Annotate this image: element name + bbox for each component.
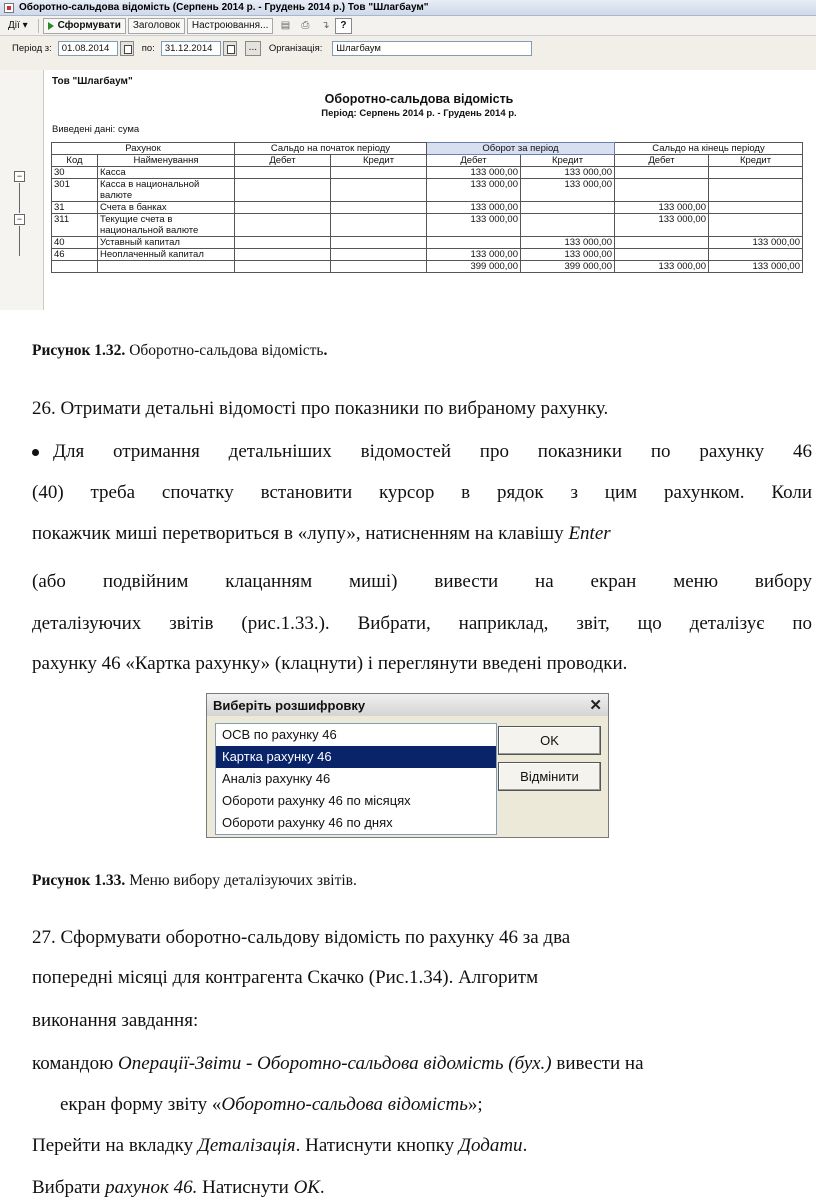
dialog-title: Виберіть розшифровку [213,697,366,713]
paragraph-26: 26. Отримати детальні відомості про показники по вибраному рахунку. [32,398,609,419]
text-span: Натиснути [197,1177,294,1198]
ok-button[interactable]: OK [498,726,601,755]
cell-code: 31 [52,202,98,214]
header-account: Рахунок [52,143,235,155]
header-open-balance: Сальдо на початок періоду [235,143,427,155]
cell-turn-credit: 133 000,00 [521,249,615,261]
cell-name: Уставный капитал [98,237,235,249]
cell-turn-debit: 133 000,00 [427,214,521,237]
text-span: командою [32,1053,119,1074]
cell-name: Счета в банках [98,202,235,214]
cell-empty [331,261,427,273]
cell-turn-debit [427,237,521,249]
command-line-4 [32,1172,812,1204]
drilldown-list [215,723,497,835]
cell-close-debit [615,249,709,261]
figure-caption-1 [32,342,327,360]
collapse-icon[interactable]: − [14,171,25,182]
toolbar [0,16,816,36]
cell-code: 30 [52,167,98,179]
cell-name: Неоплаченный капитал [98,249,235,261]
text-span: . Натиснути кнопку [295,1135,459,1156]
caption-dot: . [323,342,328,359]
cell-close-credit [709,214,803,237]
list-item[interactable]: Обороти рахунку 46 по днях [222,815,393,830]
cell-open-debit [235,202,331,214]
org-label: Організація: [268,42,323,54]
figure-caption-2 [32,872,357,890]
total-turn-credit: 399 000,00 [521,261,615,273]
header-close-balance: Сальдо на кінець періоду [615,143,803,155]
period-to-input[interactable]: 31.12.2014 [161,41,221,56]
table-header-row [52,143,803,155]
cell-close-debit [615,179,709,202]
list-item[interactable]: ОСВ по рахунку 46 [222,727,337,742]
text-span: покажчик миші перетвориться в «лупу», натисненням на клавішу [32,523,569,544]
table-total-row [52,261,803,273]
form-label: Сформувати [57,20,121,31]
cell-close-credit [709,179,803,202]
actions-label: Дії [8,20,20,31]
close-icon[interactable]: ✕ [589,697,602,714]
table-row[interactable] [52,202,803,214]
actions-menu[interactable] [4,18,32,34]
cell-turn-debit: 133 000,00 [427,167,521,179]
report-title: Оборотно-сальдова відомість [324,92,514,106]
osv-table [51,142,803,273]
text-span: »; [467,1094,483,1115]
cell-code: 46 [52,249,98,261]
cell-open-debit [235,214,331,237]
cell-empty [52,261,98,273]
cell-turn-credit: 133 000,00 [521,167,615,179]
org-input[interactable]: Шлагбаум [332,41,532,56]
report-area [43,70,816,310]
header-credit: Кредит [521,155,615,167]
paragraph-27-line-2: попередні місяці для контрагента Скачко (Рис.1.34). Алгоритм [32,967,539,988]
arrow-icon[interactable]: ↴ [321,20,330,31]
list-item[interactable]: Обороти рахунку 46 по місяцях [222,793,411,808]
period-bar [0,36,816,60]
menu-path: Операції-Звіти - Оборотно-сальдова відомість (бух.) [118,1053,552,1074]
table-row[interactable] [52,214,803,237]
window-title: Оборотно-сальдова відомість (Серпень 2014 р. - Грудень 2014 р.) Тов "Шлагбаум" [19,2,429,13]
list-item-selected[interactable]: Картка рахунку 46 [216,746,496,768]
cell-turn-debit: 133 000,00 [427,202,521,214]
group-line [19,226,20,256]
bullet-line-3 [32,518,812,550]
table-row[interactable] [52,237,803,249]
print-icon[interactable]: ⎙ [301,20,310,31]
period-to-label: по: [141,42,155,54]
total-close-debit: 133 000,00 [615,261,709,273]
total-turn-debit: 399 000,00 [427,261,521,273]
window-titlebar [0,0,816,16]
play-icon [48,22,54,30]
cell-name: Касса [98,167,235,179]
header-debit: Дебет [427,155,521,167]
form-button[interactable] [43,18,126,34]
table-subheader-row [52,155,803,167]
list-item[interactable]: Аналіз рахунку 46 [222,771,331,786]
cell-close-credit [709,249,803,261]
cell-turn-credit: 133 000,00 [521,237,615,249]
command-line-3 [32,1130,812,1162]
cell-open-credit [331,202,427,214]
toolbar-divider [38,19,39,33]
form-name: Оборотно-сальдова відомість [221,1094,468,1115]
cell-code: 40 [52,237,98,249]
key-name: Enter [568,523,611,544]
button-name: Додати [458,1135,523,1156]
text-span: екран форму звіту « [60,1094,222,1115]
cell-name: Текущие счета в национальной валюте [98,214,235,237]
text-span: . [319,1177,325,1198]
app-icon [4,3,14,13]
cell-name: Касса в национальной валюте [98,179,235,202]
cell-open-debit [235,249,331,261]
bullet-line-2: (40) треба спочатку встановити курсор в рядок з цим рахунком. Коли [32,482,812,503]
caption-number: Рисунок 1.32. [32,342,126,359]
cell-turn-credit [521,202,615,214]
header-button[interactable]: Заголовок [128,18,185,34]
caption-text: Оборотно-сальдова відомість [125,342,324,359]
cell-close-credit [709,202,803,214]
settings-button[interactable]: Настроювання... [187,18,274,34]
header-name: Найменування [98,155,235,167]
cell-code: 311 [52,214,98,237]
drilldown-dialog [206,693,609,838]
bullet-icon [32,449,39,456]
group-line [19,183,20,213]
dialog-titlebar [207,694,608,716]
calendar-icon[interactable] [120,41,134,56]
report-org: Тов "Шлагбаум" [52,76,133,87]
text-span: Перейти на вкладку [32,1135,198,1156]
cell-open-debit [235,179,331,202]
total-close-credit: 133 000,00 [709,261,803,273]
cell-empty [235,261,331,273]
text-span: вивести на [551,1053,644,1074]
cell-close-debit [615,167,709,179]
cell-turn-debit: 133 000,00 [427,179,521,202]
bullet-line-4: (або подвійним клацанням миші) вивести на екран меню вибору [32,571,812,592]
period-from-input[interactable]: 01.08.2014 [58,41,118,56]
period-from-label: Період з: [12,42,52,54]
collapse-icon[interactable]: − [14,214,25,225]
cell-turn-debit: 133 000,00 [427,249,521,261]
text-span: Вибрати [32,1177,106,1198]
caption-text: Меню вибору деталізуючих звітів. [125,872,357,889]
copy-icon[interactable]: ▤ [280,20,291,31]
header-code: Код [52,155,98,167]
cell-open-credit [331,179,427,202]
period-select-button[interactable]: ... [245,41,261,56]
caption-number: Рисунок 1.33. [32,872,126,889]
cell-open-credit [331,167,427,179]
bullet-line-6: рахунку 46 «Картка рахунку» (клацнути) і переглянути введені проводки. [32,653,628,674]
table-row[interactable] [52,179,803,202]
cell-turn-credit [521,214,615,237]
text-span: . [522,1135,528,1156]
help-button[interactable]: ? [335,18,351,34]
header-credit: Кредит [709,155,803,167]
cell-close-credit [709,167,803,179]
cell-code: 301 [52,179,98,202]
account-name: рахунок 46. [105,1177,198,1198]
chevron-down-icon: ▾ [22,20,28,31]
cell-empty [98,261,235,273]
paragraph-27-line-3: виконання завдання: [32,1010,199,1031]
cell-turn-credit: 133 000,00 [521,179,615,202]
grouping-gutter [0,70,43,310]
command-line-2 [60,1089,812,1121]
bullet-line-5: деталізуючих звітів (рис.1.33.). Вибрати, наприклад, звіт, що деталізує по [32,613,812,634]
cell-open-debit [235,237,331,249]
table-row[interactable] [52,167,803,179]
cell-close-debit [615,237,709,249]
cell-close-debit: 133 000,00 [615,202,709,214]
cell-open-credit [331,214,427,237]
report-data-label: Виведені дані: сума [52,124,140,135]
tab-name: Деталізація [197,1135,296,1156]
header-debit: Дебет [615,155,709,167]
table-row[interactable] [52,249,803,261]
bullet-line-1 [32,436,812,468]
paragraph-27-line-1: 27. Сформувати оборотно-сальдову відомість по рахунку 46 за два [32,927,571,948]
header-credit: Кредит [331,155,427,167]
cancel-button[interactable]: Відмінити [498,762,601,791]
calendar-icon[interactable] [223,41,237,56]
cell-close-credit: 133 000,00 [709,237,803,249]
report-period: Період: Серпень 2014 р. - Грудень 2014 р. [321,108,517,119]
header-turnover: Оборот за період [427,143,615,155]
button-name: ОК [293,1177,320,1198]
osv-window [0,0,816,310]
bullet-text: Для отримання детальніших відомостей про показники по рахунку 46 [53,441,812,462]
cell-open-debit [235,167,331,179]
cell-open-credit [331,237,427,249]
cell-open-credit [331,249,427,261]
command-line-1 [32,1048,812,1080]
cell-close-debit: 133 000,00 [615,214,709,237]
header-debit: Дебет [235,155,331,167]
